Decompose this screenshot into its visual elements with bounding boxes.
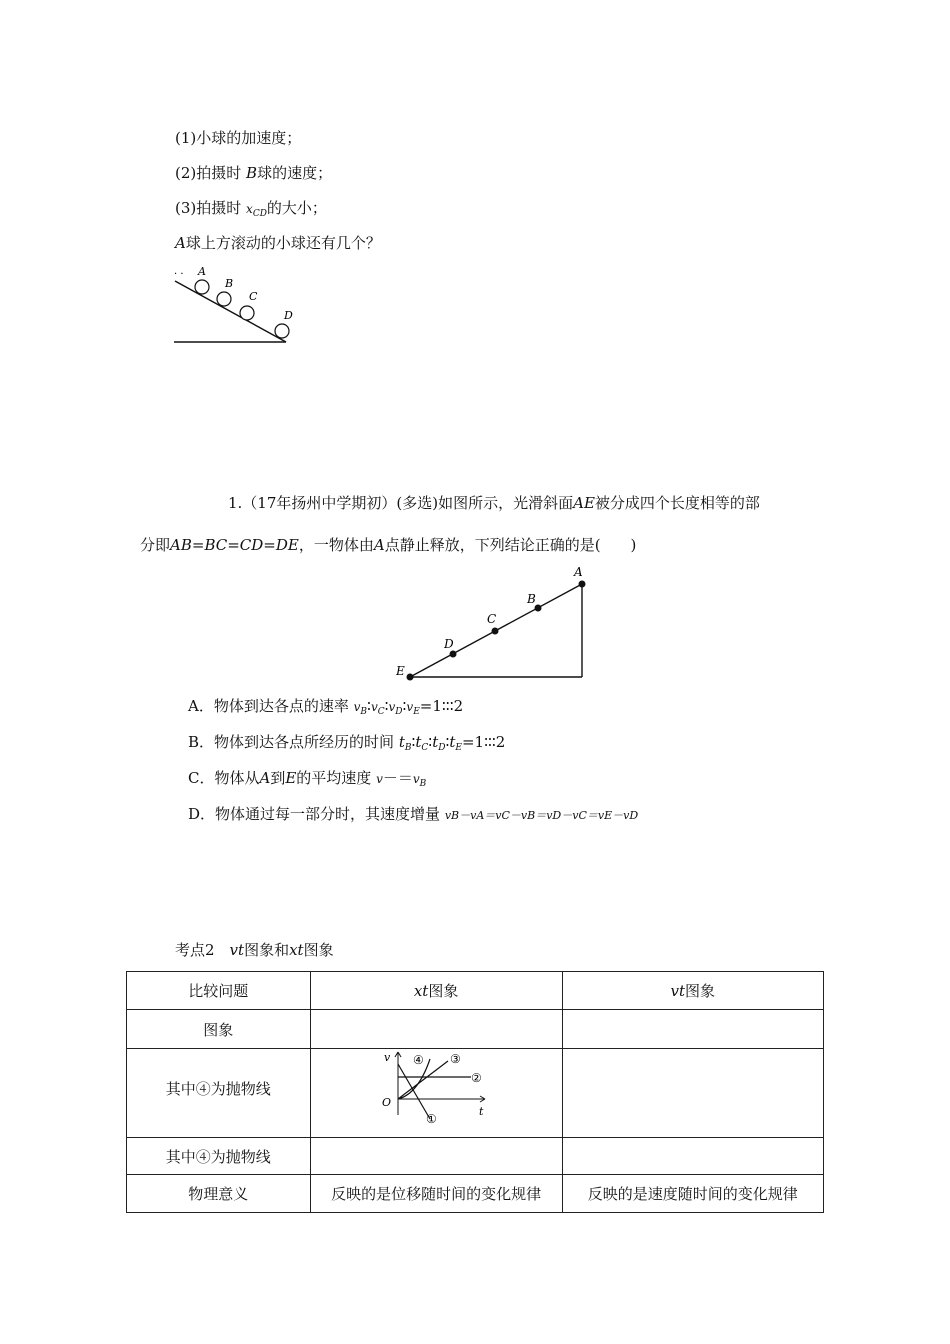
- row-graph-label: 图象: [127, 1010, 311, 1049]
- label-a: A: [574, 565, 583, 579]
- ball-a: [195, 280, 209, 294]
- label-4: ④: [412, 1053, 424, 1067]
- point-a: [579, 581, 586, 588]
- incline-line: [175, 281, 286, 342]
- velocity-increment-expression: vB－vA＝vC－vB＝vD－vC＝vE－vD: [444, 809, 639, 822]
- label-b: B: [225, 277, 234, 290]
- point-c: [492, 628, 499, 635]
- incline-balls-figure: [165, 262, 305, 352]
- comparison-table: [126, 971, 824, 1213]
- label-c: C: [249, 290, 258, 303]
- dots-label: · ·: [174, 269, 184, 280]
- question-1: (1)小球的加速度；: [175, 129, 302, 147]
- label-3: ③: [449, 1052, 461, 1066]
- option-a[interactable]: A．物体到达各点的速率 $v_B∶v_C∶v_D∶v_E=1∶∶∶2$: [188, 697, 464, 717]
- header-vt: vt图象: [562, 972, 823, 1010]
- label-2: ②: [470, 1071, 482, 1085]
- header-compare: 比较问题: [127, 972, 311, 1010]
- t-axis-label: t: [478, 1105, 484, 1118]
- v-axis-label: v: [383, 1051, 390, 1064]
- problem-line-1: 1.（17年扬州中学期初）(多选)如图所示，光滑斜面AE被分成四个长度相等的部: [228, 494, 760, 512]
- label-c: C: [487, 612, 497, 626]
- xt-meaning: 反映的是位移随时间的变化规律: [310, 1175, 562, 1213]
- problem-line-2: 分即AB=BC=CD=DE，一物体由A点静止释放，下列结论正确的是( ): [140, 536, 637, 554]
- label-e: E: [396, 664, 405, 678]
- question-2: (2)拍摄时 B球的速度；: [175, 164, 333, 182]
- ball-c: [240, 306, 254, 320]
- vt-meaning: 反映的是速度随时间的变化规律: [562, 1175, 823, 1213]
- point-d: [450, 651, 457, 658]
- label-1: ①: [425, 1112, 437, 1126]
- table-row: [127, 1138, 824, 1175]
- table-row: [127, 1010, 824, 1049]
- option-d[interactable]: D．物体通过每一部分时，其速度增量 vB－vA＝vC－vB＝vD－vC＝vE－vD: [188, 805, 639, 823]
- table-header-row: [127, 972, 824, 1010]
- row-meaning-label: 物理意义: [127, 1175, 311, 1213]
- xt-graph: [373, 1049, 513, 1135]
- option-b[interactable]: B．物体到达各点所经历的时间 $t_B∶t_C∶t_D∶t_E=1∶∶∶2$: [188, 733, 506, 753]
- label-d: D: [284, 309, 293, 322]
- row-parabola-label-2: 其中④为抛物线: [127, 1138, 311, 1175]
- label-a: A: [198, 265, 206, 278]
- triangle-incline-figure: [393, 565, 593, 685]
- origin-label: O: [381, 1096, 391, 1109]
- table-row: [127, 1175, 824, 1213]
- ball-b: [217, 292, 231, 306]
- row-parabola-label-1: 其中④为抛物线: [127, 1049, 311, 1138]
- graph-cell: [310, 1049, 562, 1138]
- question-4: A球上方滚动的小球还有几个？: [175, 234, 381, 252]
- point-e: [407, 674, 414, 681]
- label-b: B: [527, 592, 536, 606]
- option-c[interactable]: C．物体从A到E的平均速度 $v-=v_B$: [188, 769, 427, 789]
- question-3: (3)拍摄时 $x_{CD}$的大小；: [175, 199, 327, 219]
- label-d: D: [444, 637, 454, 651]
- table-row: [127, 1049, 824, 1138]
- section-title: 考点2 vt图象和xt图象: [175, 941, 334, 959]
- header-xt: xt图象: [310, 972, 562, 1010]
- ball-d: [275, 324, 289, 338]
